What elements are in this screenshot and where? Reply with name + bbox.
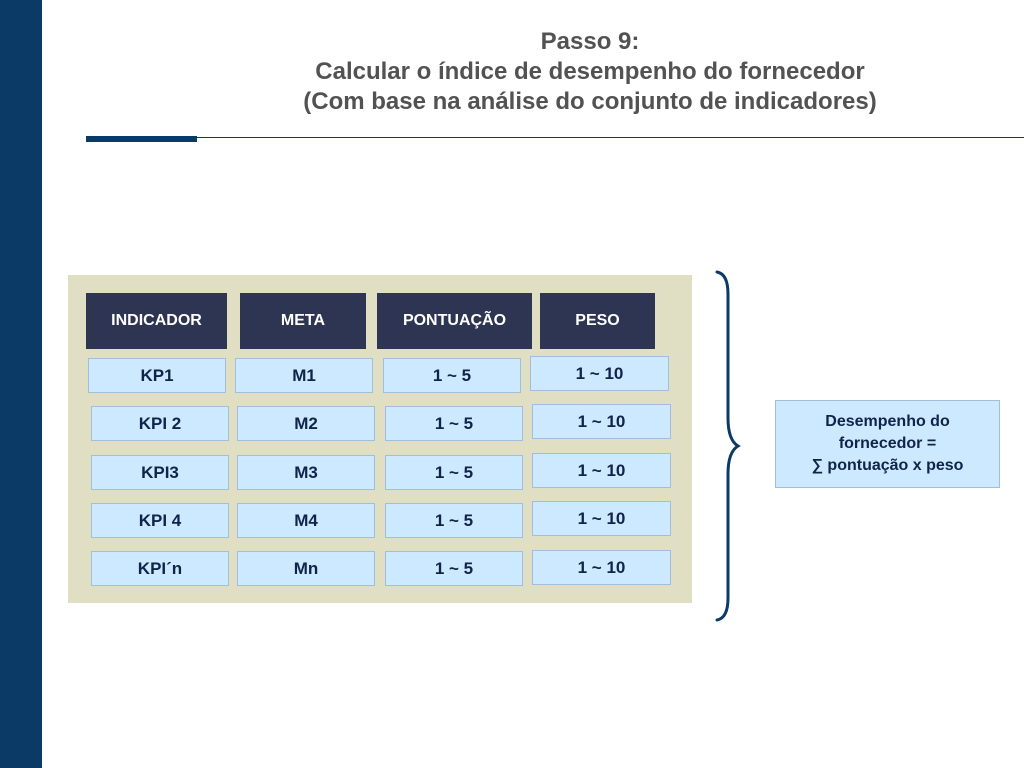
header-peso: PESO: [540, 293, 655, 349]
cell-pontuacao-3: 1 ~ 5: [385, 455, 523, 490]
cell-meta-3: M3: [237, 455, 375, 490]
cell-meta-4: M4: [237, 503, 375, 538]
title-rule-accent: [86, 136, 197, 142]
cell-pontuacao-4: 1 ~ 5: [385, 503, 523, 538]
cell-indicador-1: KP1: [88, 358, 226, 393]
cell-pontuacao-1: 1 ~ 5: [383, 358, 521, 393]
header-pontuacao: PONTUAÇÃO: [377, 293, 532, 349]
slide-title: [150, 27, 1024, 117]
cell-peso-1: 1 ~ 10: [530, 356, 669, 391]
left-accent-band: [0, 0, 42, 768]
cell-pontuacao-2: 1 ~ 5: [385, 406, 523, 441]
cell-pontuacao-5: 1 ~ 5: [385, 551, 523, 586]
cell-indicador-2: KPI 2: [91, 406, 229, 441]
header-indicador: INDICADOR: [86, 293, 227, 349]
formula-line-3: ∑ pontuação x peso: [811, 457, 964, 474]
right-brace-icon: [706, 268, 746, 624]
cell-peso-5: 1 ~ 10: [532, 550, 671, 585]
cell-meta-1: M1: [235, 358, 373, 393]
performance-formula-box: [775, 400, 1000, 488]
formula-line-2: fornecedor =: [838, 435, 937, 452]
cell-peso-3: 1 ~ 10: [532, 453, 671, 488]
cell-indicador-4: KPI 4: [91, 503, 229, 538]
header-meta: META: [240, 293, 366, 349]
title-line-2: Calcular o índice de desempenho do fornecedor: [315, 58, 865, 85]
cell-indicador-5: KPI´n: [91, 551, 229, 586]
cell-peso-4: 1 ~ 10: [532, 501, 671, 536]
title-line-1: Passo 9:: [540, 28, 640, 55]
title-rule-line: [197, 137, 1024, 138]
cell-indicador-3: KPI3: [91, 455, 229, 490]
cell-meta-2: M2: [237, 406, 375, 441]
cell-peso-2: 1 ~ 10: [532, 404, 671, 439]
formula-line-1: Desempenho do: [825, 413, 950, 430]
title-line-3: (Com base na análise do conjunto de indicadores): [303, 88, 877, 115]
cell-meta-5: Mn: [237, 551, 375, 586]
